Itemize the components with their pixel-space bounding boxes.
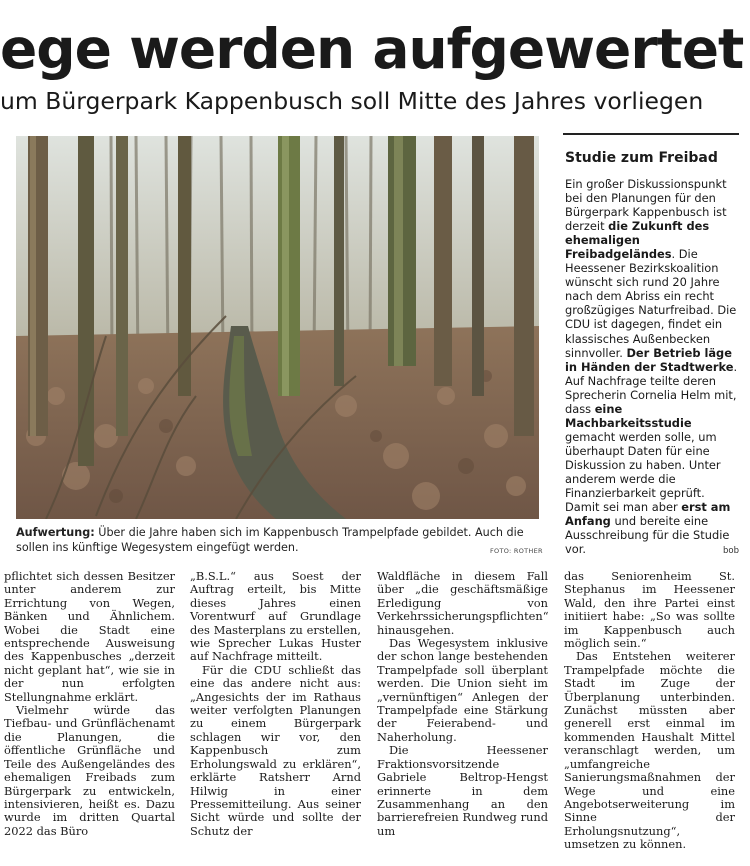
photo-caption bbox=[16, 525, 546, 555]
sidebar-bold-part: die Zukunft des ehemaligen Freibadgeländes bbox=[565, 219, 710, 262]
photo-credit: FOTO: ROTHER bbox=[490, 547, 543, 555]
paragraph: Das Entstehen weiterer Trampelpfade möchte die Stadt im Zuge der Überplanung unterbinden. Zunächst müssten aber generell erst einmal im kommenden Haushalt Mittel veranschlagt werden, um „umfangreiche Sanierungsmaßnahmen der Wege und eine Angebotserweiterung im Sinne der Erholungsnutzung“, umsetzen zu können. bbox=[564, 649, 735, 852]
sidebar-text-part: und bereite eine Ausschreibung für die Studie vor. bbox=[565, 514, 730, 557]
sidebar-author: bob bbox=[723, 546, 739, 557]
paragraph: Das Wegesystem inklusive der schon lange bestehenden Trampelpfade soll überplant werden. Die Union sieht im „vernünftigen“ Anlegen der Trampelpfade eine Stärkung der Feierabend- und Naherholung. bbox=[377, 636, 548, 744]
body-column-3 bbox=[377, 570, 548, 838]
sidebar-text-part: . Auf Nachfrage teilte deren Sprecherin Cornelia Helm mit, dass bbox=[565, 359, 738, 416]
body-column-4 bbox=[564, 570, 735, 852]
article-headline: ege werden aufgewertet bbox=[0, 17, 744, 81]
sidebar-text-part: gemacht werden solle, um überhaupt Daten für eine Diskussion zu haben. Unter anderem werde die Finanzierbarkeit geprüft. Damit sei man aber bbox=[565, 429, 721, 515]
body-column-2 bbox=[190, 570, 361, 838]
sidebar-bold-part: eine Machbarkeitsstudie bbox=[565, 401, 692, 430]
sidebar-bold-part: erst am Anfang bbox=[565, 500, 731, 529]
caption-label: Aufwertung: bbox=[16, 526, 95, 539]
body-column-1 bbox=[4, 570, 175, 838]
paragraph: Die Heessener Fraktionsvorsitzende Gabriele Beltrop-Hengst erinnerte in dem Zusammenhang an den barrierefreien Rundweg rund um bbox=[377, 743, 548, 838]
paragraph: das Seniorenheim St. Stephanus im Heessener Wald, den ihre Partei einst initiiert habe: „So was sollte im Kappenbusch auch möglich sein.“ bbox=[564, 569, 735, 651]
sidebar-text bbox=[565, 177, 739, 556]
paragraph: Vielmehr würde das Tiefbau- und Grünflächenamt die Planungen, die öffentliche Grünfläche und Teile des Außengeländes des ehemaligen Freibads zum Bürgerpark zu entwickeln, intensivieren, heißt es. Dazu wurde im dritten Quartal 2022 das Büro bbox=[4, 703, 175, 838]
sidebar-text-part: . Die Heessener Bezirkskoalition wünscht sich rund 20 Jahre nach dem Abriss ein recht großzügiges Naturfreibad. Die CDU ist dagegen, findet ein klassisches Außenbecken sinnvoller. bbox=[565, 247, 737, 360]
sidebar-bold-part: Der Betrieb läge in Händen der Stadtwerke bbox=[565, 345, 734, 374]
paragraph: „B.S.L.“ aus Soest der Auftrag erteilt, bis Mitte dieses Jahres einen Vorentwurf auf Grundlage des Masterplans zu erstellen, wie Sprecher Lukas Huster auf Nachfrage mitteilt. bbox=[190, 569, 361, 664]
sidebar-box bbox=[563, 133, 739, 558]
paragraph: pflichtet sich dessen Besitzer unter anderem zur Errichtung von Wegen, Bänken und Ähnlichem. Wobei die Stadt eine entsprechende Ausweisung des Kappenbusches „derzeit nicht geplant hat“, wie sie in der nun erfolgten Stellungnahme erklärt. bbox=[4, 569, 175, 704]
sidebar-text-part: Ein großer Diskussionspunkt bei den Planungen für den Bürgerpark Kappenbusch ist derzeit bbox=[565, 177, 727, 234]
paragraph: Waldfläche in diesem Fall über „die geschäftsmäßige Erledigung von Verkehrssicherungspflichten“ hinausgehen. bbox=[377, 569, 549, 637]
caption-text: Über die Jahre haben sich im Kappenbusch Trampelpfade gebildet. Auch die sollen ins künftige Wegesystem eingefügt werden. bbox=[16, 526, 524, 554]
paragraph: Für die CDU schließt das eine das andere nicht aus: „Angesichts der im Rathaus weiter verfolgten Planungen zu einem Bürgerpark schlagen wir vor, den Kappenbusch zum Erholungswald zu erklären“, erklärte Ratsherr Arnd Hilwig in einer Pressemitteilung. Aus seiner Sicht würde und sollte der Schutz der bbox=[190, 662, 361, 838]
forest-photo bbox=[16, 136, 539, 519]
forest-photo-illustration bbox=[16, 136, 539, 519]
article-subheadline: um Bürgerpark Kappenbusch soll Mitte des Jahres vorliegen bbox=[0, 87, 704, 115]
sidebar-title: Studie zum Freibad bbox=[565, 150, 718, 166]
